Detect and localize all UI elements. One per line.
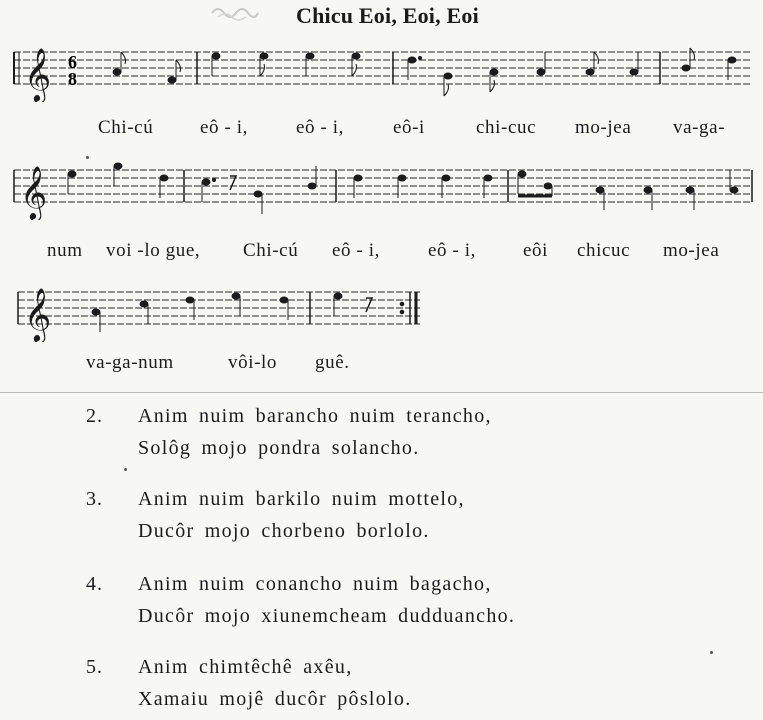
verse-line: Anim nuim barkilo nuim mottelo, [138, 488, 465, 510]
verse-4 [0, 573, 763, 637]
lyric-syllable: chicuc [577, 240, 631, 261]
note [212, 53, 220, 76]
note [630, 52, 638, 75]
note [537, 52, 545, 75]
verse-line: Anim nuim conancho nuim bagacho, [138, 573, 492, 595]
staff-system-3 [0, 280, 763, 342]
verse-line: Anim chimtêchê axêu, [138, 656, 353, 678]
lyric-syllable: eô - i, [428, 240, 476, 261]
note [352, 53, 360, 76]
verse-line: Ducôr mojo xiunemcheam dudduancho. [138, 605, 516, 627]
lyrics-line-2 [0, 240, 763, 266]
time-signature-bottom: 8 [68, 69, 77, 89]
verse-line: Ducôr mojo chorbeno borlolo. [138, 520, 430, 542]
verse-line: Anim nuim barancho nuim terancho, [138, 405, 492, 427]
note [92, 309, 100, 332]
treble-clef-icon: 𝄞 [20, 165, 48, 219]
note [490, 69, 498, 92]
song-title: Chicu Eoi, Eoi, Eoi [296, 3, 479, 28]
note [260, 53, 268, 76]
staff-system-2 [0, 158, 763, 220]
print-speck [124, 468, 127, 471]
lyric-syllable: voi -lo gue, [106, 240, 201, 261]
lyric-syllable: va-ga- [673, 117, 726, 138]
print-speck [86, 156, 89, 159]
note [586, 52, 599, 75]
note [114, 163, 122, 186]
lyric-syllable: guê. [315, 352, 350, 373]
lyric-syllable: eôi [523, 240, 549, 261]
lyrics-line-1 [0, 117, 763, 143]
staff-system-1 [0, 40, 763, 102]
verse-number: 2. [86, 405, 103, 427]
lyric-syllable: eô - i, [332, 240, 380, 261]
lyric-syllable: Chi-cú [243, 240, 299, 261]
verse-line: Solôg mojo pondra solancho. [138, 437, 420, 459]
lyric-syllable: eô - i, [296, 117, 344, 138]
note [168, 60, 181, 83]
verse-2 [0, 405, 763, 469]
note [596, 187, 604, 210]
time-signature-top: 6 [68, 52, 77, 72]
lyric-syllable: num [47, 240, 83, 261]
note [113, 52, 126, 75]
note [140, 301, 148, 324]
note [730, 170, 738, 193]
note [686, 187, 694, 210]
lyric-syllable: mo-jea [575, 117, 632, 138]
note [518, 171, 526, 194]
treble-clef-icon: 𝄞 [24, 47, 52, 101]
note [644, 187, 652, 210]
treble-clef-icon: 𝄞 [24, 287, 52, 341]
note [202, 179, 216, 203]
note [334, 293, 342, 316]
lyric-syllable: chi-cuc [476, 117, 537, 138]
lyric-syllable: va-ga-num [86, 352, 174, 373]
verse-number: 3. [86, 488, 103, 510]
lyric-syllable: Chi-cú [98, 117, 154, 138]
section-divider [0, 392, 763, 393]
faded-page-number-mark [208, 3, 262, 21]
note [68, 171, 76, 194]
lyric-syllable: vôi-lo [228, 352, 277, 373]
verse-3 [0, 488, 763, 552]
note [306, 53, 314, 76]
lyrics-line-3 [0, 352, 763, 378]
verse-number: 4. [86, 573, 103, 595]
lyric-syllable: eô-i [393, 117, 425, 138]
lyric-syllable: eô - i, [200, 117, 248, 138]
verse-line: Xamaiu mojê ducôr pôslolo. [138, 688, 412, 710]
verse-5 [0, 656, 763, 720]
verse-number: 5. [86, 656, 103, 678]
note [232, 293, 240, 316]
lyric-syllable: mo-jea [663, 240, 720, 261]
print-speck [710, 651, 713, 654]
